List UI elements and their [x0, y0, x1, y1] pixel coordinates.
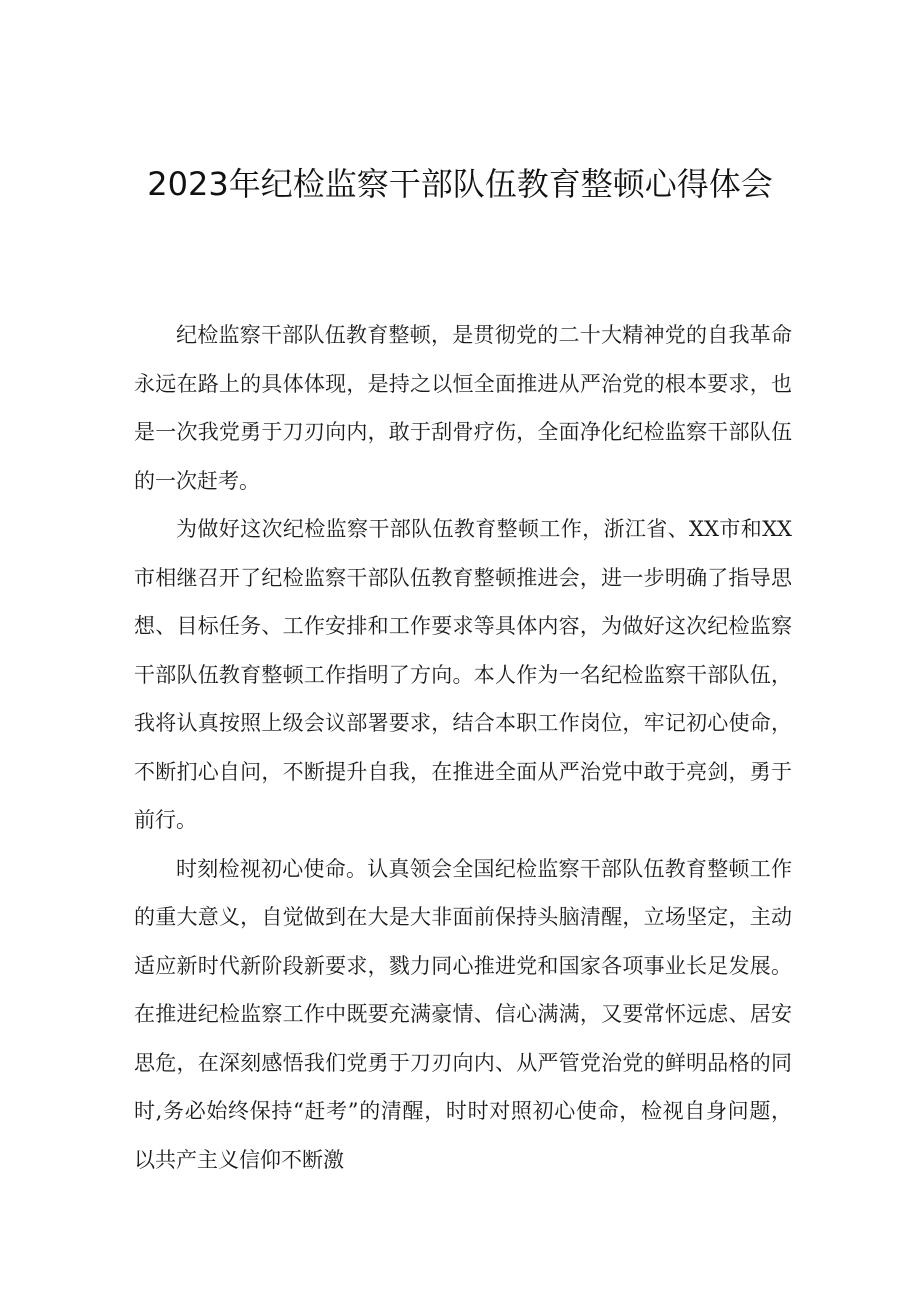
- document-title: 2023年纪检监察干部队伍教育整顿心得体会: [147, 165, 773, 203]
- document-body: [134, 311, 792, 1184]
- paragraph: 时刻检视初心使命。认真领会全国纪检监察干部队伍教育整顿工作的重大意义，自觉做到在大是大非面前保持头脑清醒，立场坚定，主动适应新时代新阶段新要求，戮力同心推进党和国家各项事业长足发展。在推进纪检监察工作中既要充满豪情、信心满满，又要常怀远虑、居安思危，在深刻感悟我们党勇于刀刃向内、从严管党治党的鲜明品格的同时,务必始终保持“赶考”的清醒，时时对照初心使命，检视自身问题，以共产主义信仰不断激: [134, 856, 792, 1172]
- paragraph: 纪检监察干部队伍教育整顿，是贯彻党的二十大精神党的自我革命永远在路上的具体体现，是持之以恒全面推进从严治党的根本要求，也是一次我党勇于刀刃向内，敢于刮骨疗伤，全面净化纪检监察干部队伍的一次赶考。: [134, 323, 792, 493]
- paragraph: 为做好这次纪检监察干部队伍教育整顿工作，浙江省、XX市和XX市相继召开了纪检监察干部队伍教育整顿推进会，进一步明确了指导思想、目标任务、工作安排和工作要求等具体内容，为做好这次纪检监察干部队伍教育整顿工作指明了方向。本人作为一名纪检监察干部队伍，我将认真按照上级会议部署要求，结合本职工作岗位，牢记初心使命，不断扪心自问，不断提升自我，在推进全面从严治党中敢于亮剑，勇于前行。: [134, 517, 792, 832]
